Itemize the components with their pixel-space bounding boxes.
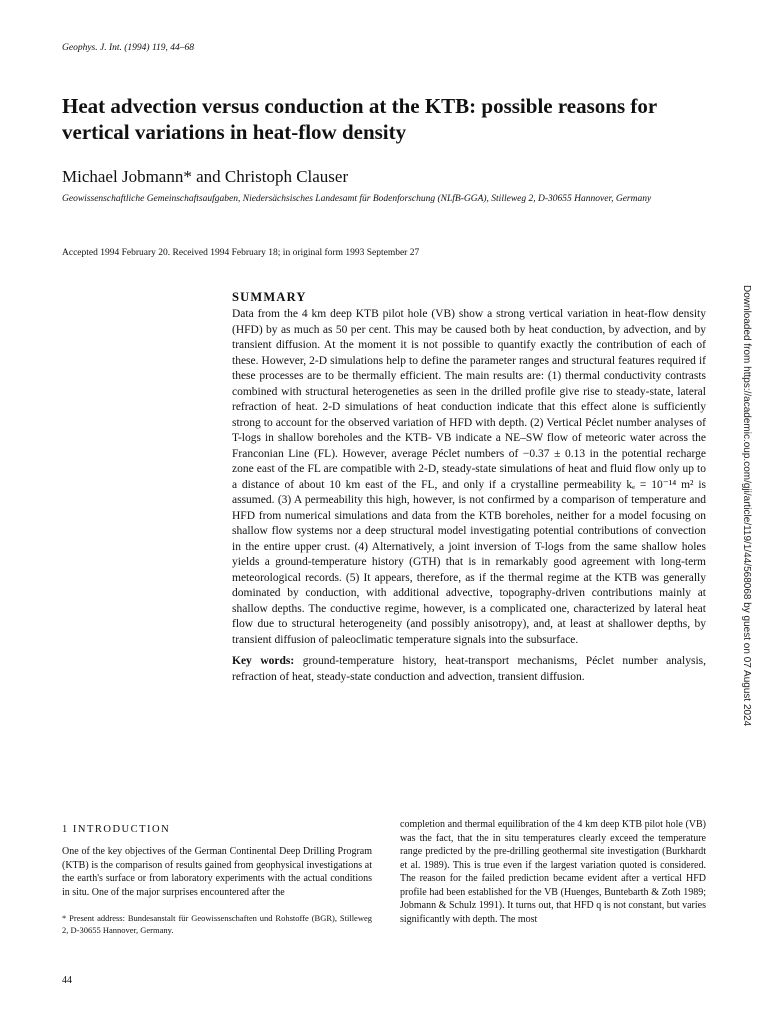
download-sidebar [740, 285, 754, 745]
right-column-text: completion and thermal equilibration of the 4 km deep KTB pilot hole (VB) was the fact, that the in situ temperatures clearly exceed the temperature range predicted by the pre-drilling geothermal site investigation (Burkhardt et al. 1989). This is true even if the largest variation quoted is considered. The reason for the failed prediction became evident after a vertical HFD profile had been established for the VB (Huenges, Buntebarth & Zoth 1989; Jobmann & Schulz 1991). It turns out, that HFD q is not constant, but varies significantly with depth. The most [400, 819, 706, 925]
keywords [232, 654, 706, 685]
keywords-text: ground-temperature history, heat-transport mechanisms, Péclet number analysis, refraction of heat, steady-state conduction and advection, transient diffusion. [232, 655, 706, 683]
paper-title: Heat advection versus conduction at the KTB: possible reasons for vertical variations in heat-flow density [62, 94, 657, 144]
received-dates: Accepted 1994 February 20. Received 1994 February 18; in original form 1993 September 27 [62, 248, 420, 258]
left-column [62, 824, 372, 936]
introduction-heading: 1 INTRODUCTION [62, 824, 171, 835]
summary-section [232, 290, 706, 685]
authors: Michael Jobmann* and Christoph Clauser [62, 167, 349, 186]
page-number: 44 [62, 975, 72, 986]
affiliation: Geowissenschaftliche Gemeinschaftsaufgaben, Niedersächsisches Landesamt für Bodenforschung (NLfB-GGA), Stilleweg 2, D-30655 Hannover, Germany [62, 194, 652, 204]
keywords-label: Key words: [232, 655, 295, 667]
download-notice: Downloaded from https://academic.oup.com/gji/article/119/1/44/568068 by guest on 07 August 2024 [741, 285, 752, 727]
right-column [400, 818, 706, 926]
summary-text: Data from the 4 km deep KTB pilot hole (VB) show a strong vertical variation in heat-flow density (HFD) by as much as 50 per cent. This may be caused both by heat conduction, by advection, and by transient diffusion. At the moment it is not possible to quantify exactly the contribution of each of these. However, 2-D simulations help to define the parameter ranges and structural features required if these processes are to be thermally efficient. The main results are: (1) thermal conductivity contrasts combined with structural heterogeneties as seen in the drilled profile give rise to steady-state, lateral refraction of heat. 2-D simulations of heat conduction indicate that this effect alone is sufficiently strong to account for the observed variation of HFD with depth. (2) Vertical Péclet number analyses of T-logs in shallow boreholes and the KTB- VB indicate a NE–SW flow of meteoric water across the Franconian Line (FL). However, average Péclet numbers of −0.37 ± 0.13 in the potential recharge zone east of the FL are compatible with 2-D, steady-state simulations of heat and fluid flow only up to a distance of about 10 km east of the FL, and only if a crystalline permeability kₑ = 10⁻¹⁴ m² is assumed. (3) A permeability this high, however, is not confirmed by a comparison of temperature and HFD from numerical simulations and data from the KTB boreholes, neither for a model focusing on shallow flow systems nor a deep structural model investigating potential contributions of convection in the entire upper crust. (4) Alternatively, a joint inversion of T-logs from the same shallow holes yields a ground-temperature history (GTH) that is in remarkably good agreement with long-term meteorological records. (5) It appears, therefore, as if the thermal regime at the KTB was generally dominated by conduction, with additional advective, topography-driven contributions mainly at shallow depths. The conductive regime, however, is a complicated one, characterized by lateral heat flow due to structural heterogeneity (and possibly anisotropy), and, at least at shallower depths, by transient diffusion of paleoclimatic temperature signals into the subsurface. [232, 308, 706, 646]
footnote: * Present address: Bundesanstalt für Geowissenschaften und Rohstoffe (BGR), Stilleweg 2, D-30655 Hannover, Germany. [62, 913, 372, 935]
journal-reference: Geophys. J. Int. (1994) 119, 44–68 [62, 43, 195, 53]
summary-heading: SUMMARY [232, 290, 307, 304]
introduction-text: One of the key objectives of the German Continental Deep Drilling Program (KTB) is the comparison of results gained from geophysical investigations at the earth's surface or from laboratory experiments with the actual conditions in situ. One of the major surprises encountered after the [62, 846, 372, 898]
